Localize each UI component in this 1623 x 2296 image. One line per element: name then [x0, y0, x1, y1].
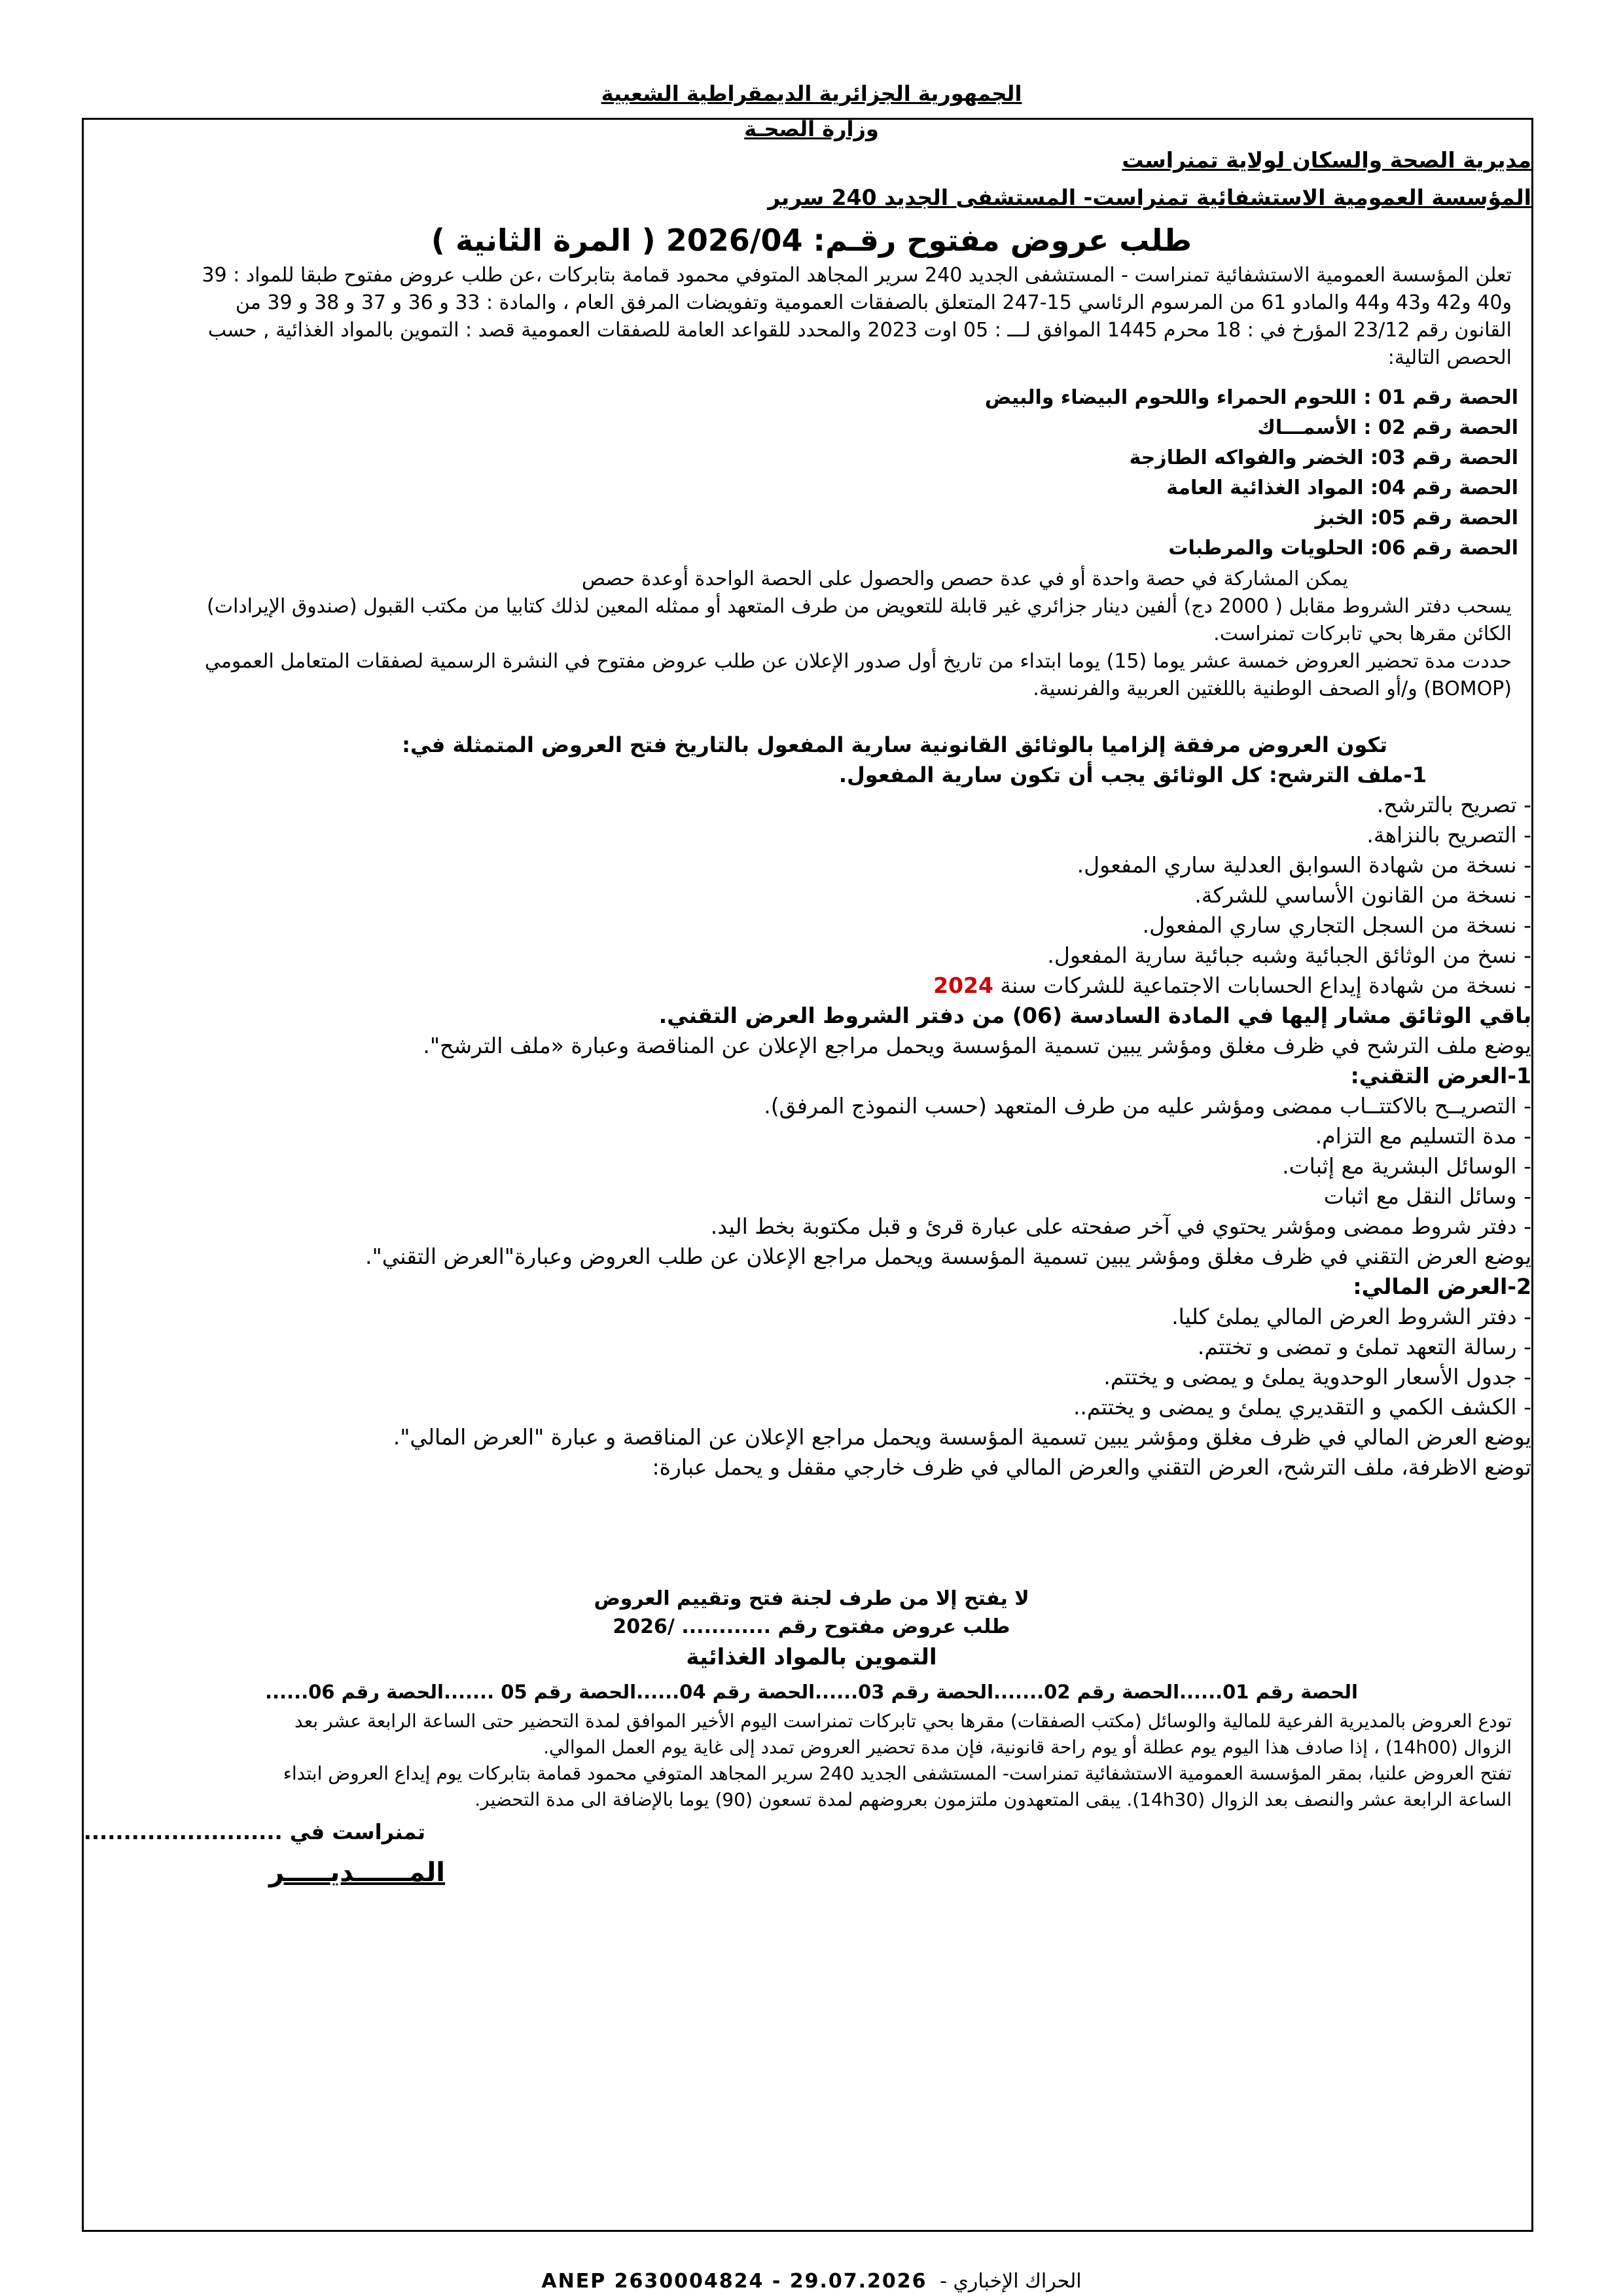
- republic-header: الجمهورية الجزائرية الديمقراطية الشعبية: [601, 81, 1022, 106]
- remaining-docs-note: باقي الوثائق مشار إليها في المادة السادسة (06) من دفتر الشروط العرض التقني.: [658, 1003, 1531, 1028]
- financial-item: - رسالة التعهد تملئ و تمضى و تختتم.: [1197, 1334, 1531, 1359]
- financial-item: - دفتر الشروط العرض المالي يملئ كليا.: [1171, 1304, 1531, 1329]
- directorate-header: مديرية الصحة والسكان لولاية تمنراست: [1122, 147, 1531, 173]
- candidacy-item: - تصريح بالترشح.: [1376, 792, 1531, 817]
- lot-05: الحصة رقم 05: الخبز: [1315, 507, 1518, 529]
- envelope-line-3: التموين بالمواد الغذائية: [686, 1644, 937, 1670]
- social-accounts-year: 2024: [933, 973, 993, 998]
- intro-line-2: و40 و42 و43 و44 والمادو 61 من المرسوم الرئاسي 15-247 المتعلق بالصفقات العمومية وتفويضات المرفق العام ، والمادة : 33 و 36 و 37 و 38 و 39 من: [235, 291, 1512, 314]
- closing-line-2: الزوال (14h00) ، إذا صادف هذا اليوم يوم عطلة أو يوم راحة قانونية، فإن مدة تحضير العروض تمدد إلى غاية يوم العمل الموالي.: [543, 1736, 1512, 1758]
- intro-line-1: تعلن المؤسسة العمومية الاستشفائية تمنراست - المستشفى الجديد 240 سرير المجاهد المتوفي محمود قمامة بتابركات ،عن طلب عروض مفتوح طبقا للمواد : 39: [202, 264, 1512, 287]
- footer-label: الحراك الإخباري -: [940, 2270, 1082, 2293]
- lot-01: الحصة رقم 01 : اللحوم الحمراء واللحوم البيضاء والبيض: [984, 386, 1518, 409]
- participation-line-2: يسحب دفتر الشروط مقابل ( 2000 دج) ألفين دينار جزائري غير قابلة للتعويض من طرف المتعهد أو ممثله المعين لذلك كتابيا من مكتب القبول (صندوق الإيرادات): [207, 595, 1512, 618]
- establishment-header: المؤسسة العمومية الاستشفائية تمنراست- المستشفى الجديد 240 سرير: [768, 185, 1531, 210]
- financial-item: - جدول الأسعار الوحدوية يملئ و يمضى و يختتم.: [1103, 1364, 1531, 1390]
- lot-04: الحصة رقم 04: المواد الغذائية العامة: [1166, 476, 1518, 499]
- technical-item: - دفتر شروط ممضى ومؤشر يحتوي في آخر صفحته على عبارة قرئ و قبل مكتوبة بخط اليد.: [710, 1213, 1531, 1239]
- candidacy-item: - نسخ من الوثائق الجبائية وشبه جبائية سارية المفعول.: [1047, 942, 1531, 968]
- candidacy-item: - نسخة من شهادة السوابق العدلية ساري المفعول.: [1077, 852, 1531, 878]
- technical-item: - التصريــح بالاكتتــاب ممضى ومؤشر عليه من طرف المتعهد (حسب النموذج المرفق).: [764, 1093, 1531, 1119]
- page-title: طلب عروض مفتوح رقـم: 2026/04 ( المرة الثانية ): [431, 223, 1192, 258]
- social-accounts-text: - نسخة من شهادة إيداع الحسابات الاجتماعية للشركات سنة: [1000, 973, 1531, 998]
- signature-place: تمنراست في .........................: [83, 1820, 425, 1844]
- participation-line-5: (BOMOP) و/أو الصحف الوطنية باللغتين العربية والفرنسية.: [1033, 677, 1512, 700]
- technical-offer-heading: 1-العرض التقني:: [1350, 1063, 1531, 1088]
- candidacy-envelope-note: يوضع ملف الترشح في ظرف مغلق ومؤشر يبين تسمية المؤسسة ويحمل مراجع الإعلان عن المناقصة وعبارة «ملف الترشح".: [423, 1033, 1531, 1058]
- technical-item: - وسائل النقل مع اثبات: [1323, 1183, 1531, 1209]
- lot-03: الحصة رقم 03: الخضر والفواكه الطازجة: [1129, 446, 1518, 469]
- intro-line-3: القانون رقم 23/12 المؤرخ في : 18 محرم 1445 الموافق لـــ : 05 اوت 2023 والمحدد للقواعد العامة للصفقات العمومية قصد : التموين بالمواد الغذائية , حسب: [207, 319, 1512, 342]
- closing-line-3: تفتح العروض علنيا، بمقر المؤسسة العمومية الاستشفائية تمنراست- المستشفى الجديد 240 سرير المجاهد المتوفي محمود قمامة بتابركات يوم إيداع العروض ابتداء: [283, 1763, 1512, 1784]
- candidacy-item: - نسخة من القانون الأساسي للشركة.: [1194, 882, 1531, 908]
- envelope-line-4: الحصة رقم 01......الحصة رقم 02.......الحصة رقم 03......الحصة رقم 04......الحصة رقم 05 .......الحصة رقم 06......: [265, 1681, 1358, 1703]
- closing-line-1: تودع العروض بالمديرية الفرعية للمالية والوسائل (مكتب الصفقات) مقرها بحي تابركات تمنراست اليوم الأخير الموافق لمدة التحضير حتى الساعة الرابعة عشر بعد: [294, 1710, 1512, 1732]
- financial-offer-heading: 2-العرض المالي:: [1353, 1274, 1531, 1299]
- envelope-line-1: لا يفتح إلا من طرف لجنة فتح وتقييم العروض: [594, 1587, 1029, 1610]
- financial-envelope-note: يوضع العرض المالي في ظرف مغلق ومؤشر يبين تسمية المؤسسة ويحمل مراجع الإعلان عن المناقصة و عبارة "العرض المالي".: [393, 1424, 1531, 1450]
- ministry-header: وزارة الصحـة: [744, 117, 879, 141]
- social-accounts-item: [105, 971, 1531, 1001]
- participation-paragraph: [115, 565, 1512, 703]
- candidacy-item: - نسخة من السجل التجاري ساري المفعول.: [1142, 912, 1531, 938]
- lot-02: الحصة رقم 02 : الأسمـــاك: [1257, 416, 1518, 439]
- envelope-line-2: طلب عروض مفتوح رقم ............ /2026: [613, 1615, 1010, 1638]
- technical-item: - مدة التسليم مع التزام.: [1315, 1123, 1531, 1149]
- outer-envelope-note: توضع الاظرفة، ملف الترشح، العرض التقني والعرض المالي في ظرف خارجي مقفل و يحمل عبارة:: [652, 1454, 1531, 1480]
- technical-envelope-note: يوضع العرض التقني في ظرف مغلق ومؤشر يبين تسمية المؤسسة ويحمل مراجع الإعلان عن طلب العروض وعبارة"العرض التقني".: [365, 1244, 1531, 1269]
- footer-reference: ANEP 2630004824 - 29.07.2026: [541, 2270, 927, 2293]
- financial-item: - الكشف الكمي و التقديري يملئ و يمضى و يختتم..: [1073, 1394, 1531, 1420]
- documents-heading: تكون العروض مرفقة إلزاميا بالوثائق القانونية سارية المفعول بالتاريخ فتح العروض المتمثلة في:: [402, 732, 1387, 757]
- documents-section: [105, 730, 1531, 1482]
- technical-item: - الوسائل البشرية مع إثبات.: [1282, 1153, 1531, 1179]
- intro-paragraph: [115, 262, 1512, 372]
- lot-06: الحصة رقم 06: الحلويات والمرطبات: [1168, 537, 1518, 560]
- intro-line-4: الحصص التالية:: [1387, 346, 1512, 369]
- director-signature: المــــــديـــــر: [269, 1857, 445, 1888]
- participation-line-3: الكائن مقرها بحي تابركات تمنراست.: [1213, 622, 1512, 645]
- participation-line-1: يمكن المشاركة في حصة واحدة أو في عدة حصص والحصول على الحصة الواحدة أوعدة حصص: [581, 567, 1348, 590]
- participation-line-4: حددت مدة تحضير العروض خمسة عشر يوما (15) يوما ابتداء من تاريخ أول صدور الإعلان عن طلب عروض مفتوح في النشرة الرسمية لصفقات المتعامل العمومي: [204, 650, 1512, 673]
- candidacy-heading: 1-ملف الترشح: كل الوثائق يجب أن تكون سارية المفعول.: [838, 762, 1427, 787]
- closing-paragraph: [115, 1708, 1512, 1813]
- closing-line-4: الساعة الرابعة عشر والنصف بعد الزوال (14h30). يبقى المتعهدون ملتزمون بعروضهم لمدة تسعون (90) يوما بالإضافة الى مدة التحضير.: [474, 1789, 1512, 1810]
- candidacy-item: - التصريح بالنزاهة.: [1366, 822, 1531, 848]
- footer: [0, 2270, 1623, 2293]
